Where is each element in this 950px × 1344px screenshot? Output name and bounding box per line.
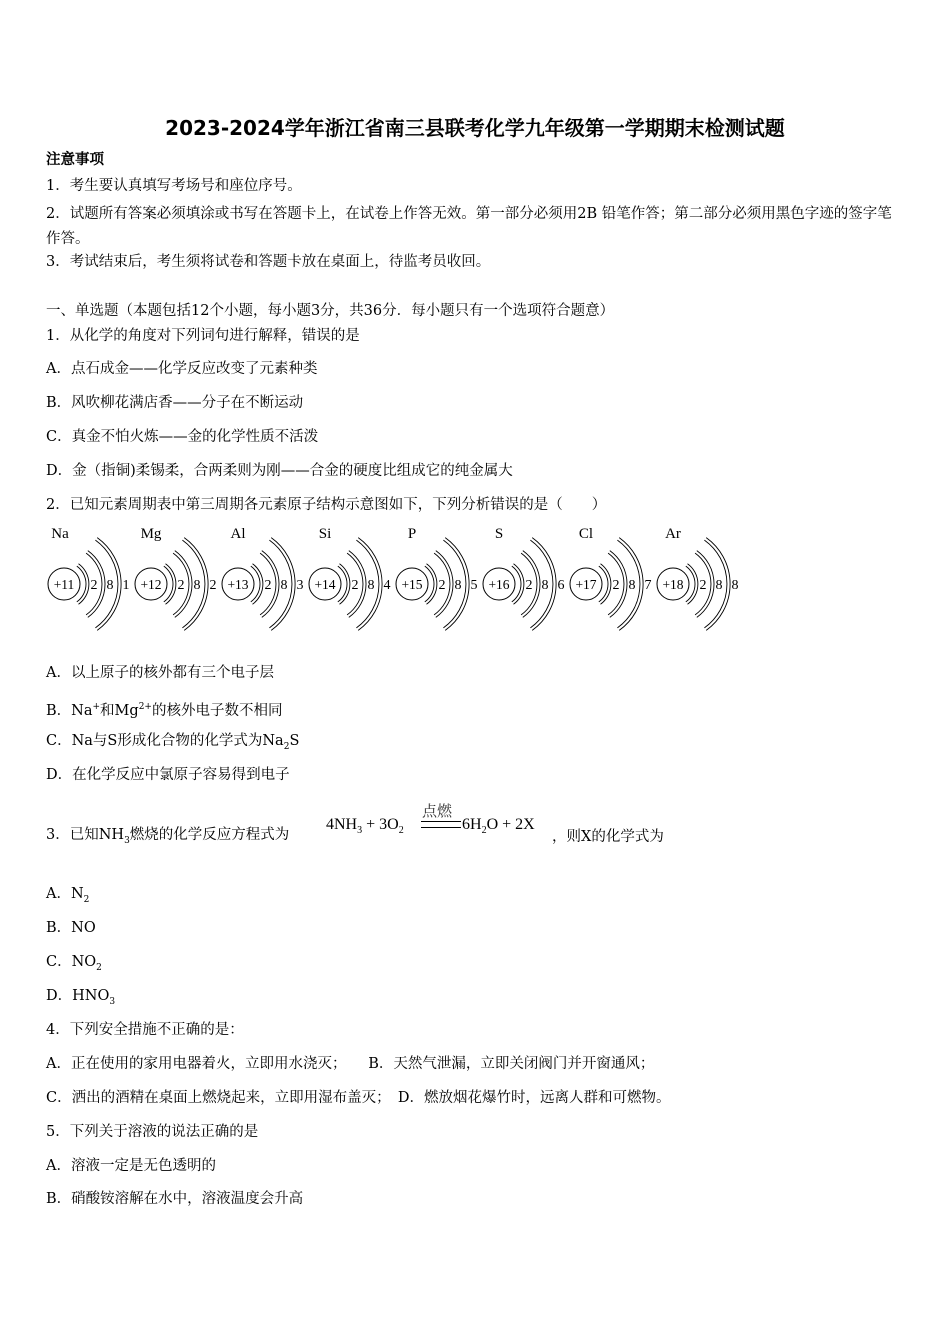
nuclear-charge: +12 xyxy=(140,577,162,592)
electron-count: 2 xyxy=(209,578,217,593)
element-symbol: Na xyxy=(51,526,69,542)
electron-shell-arc xyxy=(686,566,695,602)
electron-count: 2 xyxy=(699,578,707,593)
electron-count: 8 xyxy=(628,578,636,593)
atom-s xyxy=(483,526,565,630)
electron-count: 2 xyxy=(264,578,272,593)
electron-shell-arc xyxy=(338,566,347,602)
electron-count: 2 xyxy=(612,578,620,593)
question-5-option-b: B．硝酸铵溶解在水中，溶液温度会升高 xyxy=(46,1191,304,1207)
question-2-option-d: D．在化学反应中氯原子容易得到电子 xyxy=(46,767,290,783)
element-symbol: S xyxy=(494,526,504,542)
chemical-equation xyxy=(326,800,556,844)
electron-count: 8 xyxy=(193,578,201,593)
question-5-stem: 5．下列关于溶液的说法正确的是 xyxy=(46,1124,259,1140)
electron-count: 2 xyxy=(438,578,446,593)
element-symbol: Ar xyxy=(665,526,681,542)
equation-products: $6H_2O + 2X$ xyxy=(462,816,535,837)
nuclear-charge: +13 xyxy=(227,577,249,592)
electron-shell-arc xyxy=(164,566,173,602)
nuclear-charge: +17 xyxy=(575,577,597,592)
electron-count: 8 xyxy=(280,578,288,593)
question-3-stem-tail: ，则X的化学式为 xyxy=(552,829,664,845)
nuclear-charge: +16 xyxy=(488,577,510,592)
element-symbol: Cl xyxy=(578,526,594,542)
electron-count: 2 xyxy=(525,578,533,593)
electron-shell-arc xyxy=(425,566,434,602)
question-1-option-d: D．金（指铜)柔锡柔，合两柔则为刚——合金的硬度比组成它的纯金属大 xyxy=(46,463,513,479)
electron-count: 8 xyxy=(731,578,739,593)
question-2-stem: 2．已知元素周期表中第三周期各元素原子结构示意图如下，下列分析错误的是（ ） xyxy=(46,497,607,513)
atom-na xyxy=(48,526,130,630)
atom-ar xyxy=(657,526,739,630)
nuclear-charge: +15 xyxy=(401,577,423,592)
electron-count: 4 xyxy=(383,578,391,593)
electron-count: 8 xyxy=(715,578,723,593)
electron-count: 8 xyxy=(106,578,114,593)
electron-count: 2 xyxy=(90,578,98,593)
electron-shell-arc xyxy=(251,566,260,602)
element-symbol: Mg xyxy=(140,526,162,542)
question-5-option-a: A．溶液一定是无色透明的 xyxy=(46,1158,216,1174)
question-1-option-b: B．风吹柳花满店香——分子在不断运动 xyxy=(46,395,304,411)
electron-count: 8 xyxy=(541,578,549,593)
electron-count: 1 xyxy=(122,578,130,593)
equals-sign xyxy=(421,821,461,828)
atom-si xyxy=(309,526,391,630)
electron-count: 2 xyxy=(351,578,359,593)
electron-shell-arc xyxy=(512,566,521,602)
notice-item: 1．考生要认真填写考场号和座位序号。 xyxy=(46,178,302,194)
question-1-option-a: A．点石成金——化学反应改变了元素种类 xyxy=(46,361,318,377)
atomic-structure-diagram xyxy=(40,518,740,643)
question-3-option-d: D．$HNO_3$ xyxy=(46,988,116,1007)
nuclear-charge: +18 xyxy=(662,577,684,592)
question-2-option-c: C．Na与S形成化合物的化学式为$Na_2S$ xyxy=(46,733,300,752)
notice-item: 3．考试结束后，考生须将试卷和答题卡放在桌面上，待监考员收回。 xyxy=(46,254,491,270)
atom-cl xyxy=(570,526,652,630)
nuclear-charge: +11 xyxy=(53,577,75,592)
electron-count: 7 xyxy=(644,578,652,593)
electron-shell-arc xyxy=(77,566,86,602)
question-2-option-b: B．Na+和$Mg^{2+}$的核外电子数不相同 xyxy=(46,702,283,719)
electron-count: 5 xyxy=(470,578,478,593)
notice-heading: 注意事项 xyxy=(46,151,104,168)
reaction-condition: 点燃 xyxy=(422,804,453,820)
electron-count: 6 xyxy=(557,578,565,593)
question-3-option-c: C．$NO_2$ xyxy=(46,954,102,973)
notice-item: 2．试题所有答案必须填涂或书写在答题卡上，在试卷上作答无效。第一部分必须用2B 铅笔作答；第二部分必须用黑色字迹的签字笔作答。 xyxy=(46,206,892,247)
section-heading: 一、单选题（本题包括12个小题，每小题3分，共36分．每小题只有一个选项符合题意） xyxy=(46,303,615,319)
question-4-stem: 4．下列安全措施不正确的是： xyxy=(46,1022,244,1038)
atom-p xyxy=(396,526,478,630)
element-symbol: P xyxy=(407,526,417,542)
electron-shell-arc xyxy=(599,566,608,602)
electron-count: 8 xyxy=(367,578,375,593)
question-1-option-c: C．真金不怕火炼——金的化学性质不活泼 xyxy=(46,429,319,445)
element-symbol: Si xyxy=(318,526,332,542)
electron-count: 3 xyxy=(296,578,304,593)
question-1-stem: 1．从化学的角度对下列词句进行解释，错误的是 xyxy=(46,328,360,344)
equation-reactants: $4NH_3 + 3O_2$ xyxy=(326,816,404,837)
atom-al xyxy=(222,526,304,630)
question-3-option-b: B．NO xyxy=(46,920,96,936)
electron-count: 8 xyxy=(454,578,462,593)
question-2-option-a: A．以上原子的核外都有三个电子层 xyxy=(46,665,274,681)
question-4-options-row: C．洒出的酒精在桌面上燃烧起来，立即用湿布盖灭； D．燃放烟花爆竹时，远离人群和可燃物。 xyxy=(46,1090,671,1106)
question-3-stem: 3．已知$NH_3$燃烧的化学反应方程式为 xyxy=(46,827,290,846)
page-title: 2023-2024学年浙江省南三县联考化学九年级第一学期期末检测试题 xyxy=(165,116,785,140)
element-symbol: Al xyxy=(230,526,246,542)
atom-mg xyxy=(135,526,217,630)
nuclear-charge: +14 xyxy=(314,577,336,592)
electron-count: 2 xyxy=(177,578,185,593)
question-3-option-a: A．$N_2$ xyxy=(46,886,90,905)
question-4-options-row: A．正在使用的家用电器着火，立即用水浇灭； B．天然气泄漏，立即关闭阀门并开窗通风； xyxy=(46,1056,655,1072)
